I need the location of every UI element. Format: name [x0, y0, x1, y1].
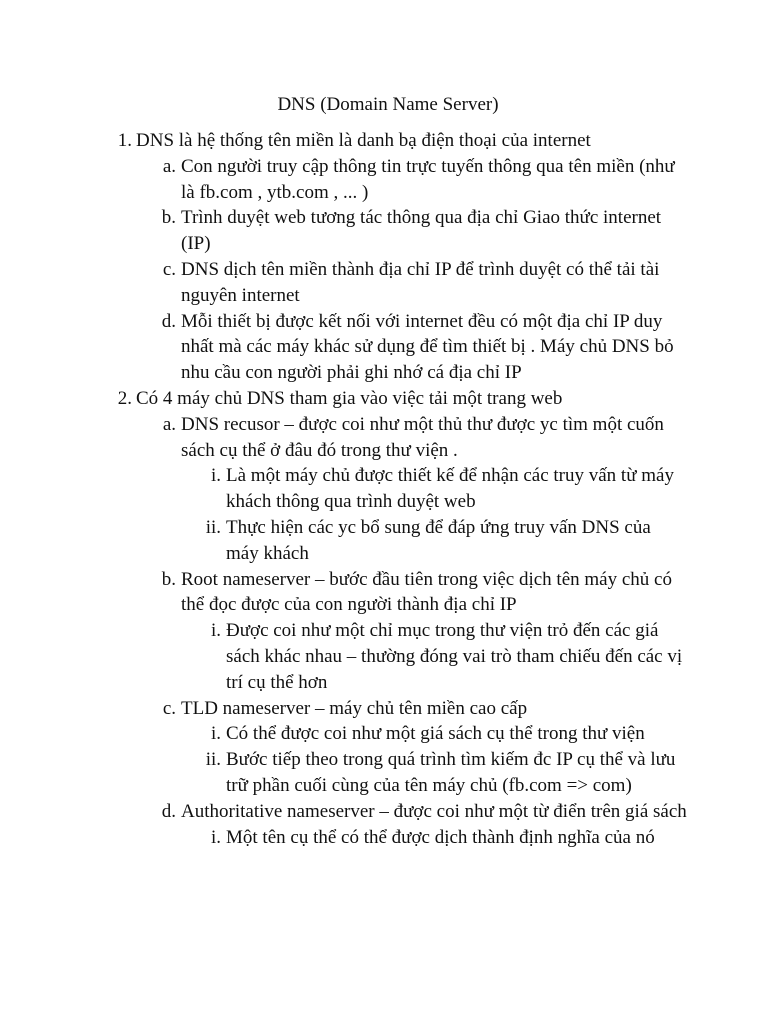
point-roman: i.	[210, 465, 221, 487]
sub-item-text: DNS dịch tên miền thành địa chỉ IP để trình duyệt có thể tải tài nguyên internet	[181, 258, 660, 306]
sub-item-2a	[0, 412, 768, 464]
sub-item-text: Con người truy cập thông tin trực tuyến thông qua tên miền (như là fb.com , ytb.com , ... )	[181, 155, 675, 203]
list-text: Có 4 máy chủ DNS tham gia vào việc tải một trang web	[136, 387, 563, 409]
point-2d-i	[0, 825, 768, 851]
point-2a-i	[0, 463, 768, 515]
point-text: Được coi như một chỉ mục trong thư viện trỏ đến các giá sách khác nhau – thường đóng vai trò tham chiếu đến các vị trí cụ thể hơn	[226, 620, 683, 693]
sub-item-text: Mỗi thiết bị được kết nối với internet đều có một địa chỉ IP duy nhất mà các máy khác sử dụng để tìm thiết bị . Máy chủ DNS bỏ nhu cầu con người phải ghi nhớ cá địa chỉ IP	[181, 310, 674, 384]
sub-item-text: Root nameserver – bước đầu tiên trong việc dịch tên máy chủ có thể đọc được của con người thành địa chỉ IP	[181, 568, 672, 616]
sub-item-letter: a.	[162, 413, 176, 435]
sub-item-letter: d.	[161, 800, 176, 822]
sub-item-1a	[0, 154, 768, 206]
point-roman: i.	[210, 826, 221, 848]
point-2c-ii	[0, 747, 768, 799]
point-roman: i.	[210, 723, 221, 745]
point-text: Thực hiện các yc bổ sung để đáp ứng truy vấn DNS của máy khách	[226, 516, 651, 564]
point-2a-ii	[0, 515, 768, 567]
sub-item-text: Trình duyệt web tương tác thông qua địa chỉ Giao thức internet (IP)	[181, 207, 662, 255]
point-roman: i.	[210, 620, 221, 642]
sub-item-text: DNS recusor – được coi như một thủ thư được yc tìm một cuốn sách cụ thể ở đâu đó trong thư viện .	[181, 413, 664, 461]
sub-item-text: TLD nameserver – máy chủ tên miền cao cấp	[181, 697, 528, 719]
main-numbered-list	[0, 128, 768, 850]
sub-item-letter: c.	[162, 697, 176, 719]
sub-item-letter: b.	[161, 568, 176, 590]
list-number: 1.	[117, 130, 132, 151]
point-roman: ii.	[205, 516, 221, 538]
document-title: DNS (Domain Name Server)	[277, 94, 499, 115]
sub-item-letter: b.	[161, 207, 176, 229]
sub-item-1b	[0, 205, 768, 257]
sub-item-text: Authoritative nameserver – được coi như một từ điển trên giá sách	[181, 800, 687, 822]
point-2b-i	[0, 618, 768, 695]
sub-item-1c	[0, 257, 768, 309]
point-text: Một tên cụ thể có thể được dịch thành định nghĩa của nó	[226, 826, 655, 848]
list-item-1	[0, 128, 768, 154]
sub-item-2b	[0, 567, 768, 619]
list-item-2	[0, 386, 768, 412]
sub-item-letter: a.	[162, 155, 176, 177]
point-roman: ii.	[205, 749, 221, 771]
point-text: Là một máy chủ được thiết kế để nhận các truy vấn từ máy khách thông qua trình duyệt web	[226, 465, 674, 513]
sub-item-letter: c.	[162, 258, 176, 280]
list-number: 2.	[117, 387, 132, 409]
point-2c-i	[0, 721, 768, 747]
sub-item-letter: d.	[161, 310, 176, 332]
sub-item-2d	[0, 799, 768, 825]
sub-item-2c	[0, 696, 768, 722]
point-text: Bước tiếp theo trong quá trình tìm kiếm đc IP cụ thể và lưu trữ phần cuối cùng của tên máy chủ (fb.com => com)	[226, 749, 676, 796]
sub-item-1d	[0, 309, 768, 386]
point-text: Có thể được coi như một giá sách cụ thể trong thư viện	[226, 723, 645, 745]
list-text: DNS là hệ thống tên miền là danh bạ điện thoại của internet	[136, 130, 591, 151]
